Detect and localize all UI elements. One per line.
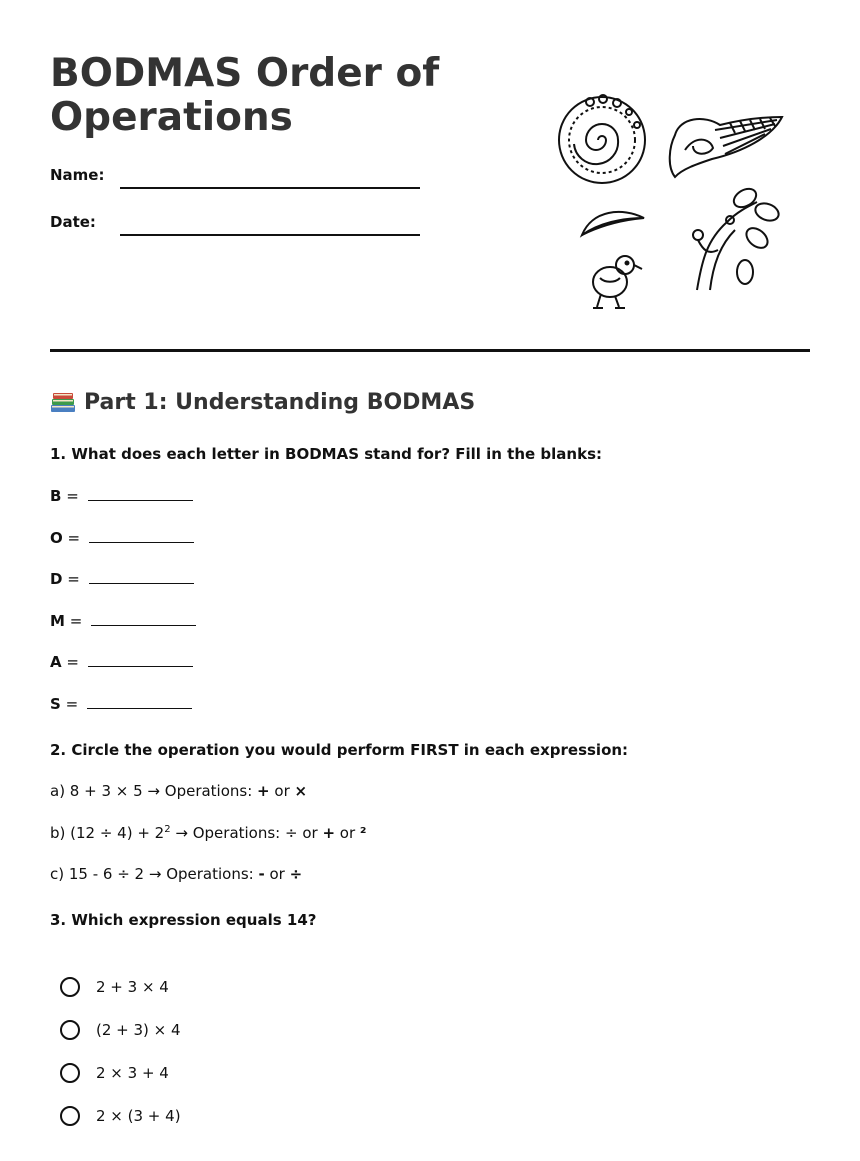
question-2b-expression: b) (12 ÷ 4) + 2 (50, 824, 165, 842)
question-3-option-3[interactable] (60, 1063, 169, 1083)
question-2b-operations-text: → Operations: ÷ or (170, 824, 323, 842)
blank-d-field[interactable] (89, 571, 194, 584)
question-3-prompt: 3. Which expression equals 14? (50, 911, 317, 929)
feather-icon (582, 212, 644, 235)
part1-heading-text: Part 1: Understanding BODMAS (84, 390, 476, 415)
question-2b-exponent: 2 (164, 824, 171, 835)
blank-o-field[interactable] (89, 530, 194, 543)
letter-d: D (50, 570, 63, 588)
letter-a: A (50, 653, 62, 671)
page-title: BODMAS Order of Operations (50, 51, 440, 140)
fern-frond-icon (670, 117, 782, 177)
kiwi-bird-icon (593, 256, 642, 308)
blank-row-d: D = (50, 570, 194, 588)
option-3-label: 2 × 3 + 4 (96, 1064, 169, 1082)
letter-m: M (50, 612, 65, 630)
question-2a (50, 782, 307, 800)
date-field[interactable] (120, 234, 420, 236)
blank-a-field[interactable] (88, 654, 193, 667)
blank-row-a: A = (50, 653, 193, 671)
option-1-label: 2 + 3 × 4 (96, 978, 169, 996)
option-3-radio[interactable] (60, 1063, 80, 1083)
question-2-prompt: 2. Circle the operation you would perform FIRST in each expression: (50, 741, 629, 759)
question-2a-operation-2[interactable]: × (294, 782, 308, 800)
decorative-illustrations (545, 90, 795, 320)
letter-o: O (50, 529, 63, 547)
blank-row-o: O = (50, 529, 194, 547)
question-2b-operation-2[interactable]: + (322, 824, 336, 842)
question-1-prompt: 1. What does each letter in BODMAS stand for? Fill in the blanks: (50, 445, 603, 463)
blank-row-m: M = (50, 612, 196, 630)
koru-swirl-icon (559, 95, 645, 183)
letter-s: S (50, 695, 61, 713)
question-2a-or: or (269, 782, 295, 800)
blank-row-s: S = (50, 695, 192, 713)
section-divider (50, 349, 810, 352)
question-2b (50, 824, 367, 842)
question-2c-operation-2[interactable]: ÷ (289, 865, 303, 883)
option-4-label: 2 × (3 + 4) (96, 1107, 181, 1125)
name-field[interactable] (120, 187, 420, 189)
letter-b: B (50, 487, 62, 505)
date-label: Date: (50, 213, 96, 231)
question-2a-expression: a) 8 + 3 × 5 → Operations: (50, 782, 258, 800)
question-2b-or: or (335, 824, 360, 842)
question-3-option-2[interactable] (60, 1020, 181, 1040)
question-2c-operation-1[interactable]: - (258, 865, 265, 883)
question-2c-expression: c) 15 - 6 ÷ 2 → Operations: (50, 865, 259, 883)
books-icon (50, 391, 76, 415)
question-3-option-4[interactable] (60, 1106, 181, 1126)
option-2-label: (2 + 3) × 4 (96, 1021, 181, 1039)
question-2c (50, 865, 302, 883)
blank-s-field[interactable] (87, 696, 192, 709)
name-label: Name: (50, 166, 105, 184)
question-2b-operation-3[interactable]: ² (359, 824, 367, 842)
option-4-radio[interactable] (60, 1106, 80, 1126)
question-2a-operation-1[interactable]: + (257, 782, 270, 800)
blank-b-field[interactable] (88, 488, 193, 501)
question-2c-or: or (264, 865, 290, 883)
question-3-option-1[interactable] (60, 977, 169, 997)
blank-m-field[interactable] (91, 613, 196, 626)
part1-heading (50, 390, 475, 415)
option-2-radio[interactable] (60, 1020, 80, 1040)
kawakawa-branch-icon (693, 185, 781, 290)
option-1-radio[interactable] (60, 977, 80, 997)
blank-row-b: B = (50, 487, 193, 505)
